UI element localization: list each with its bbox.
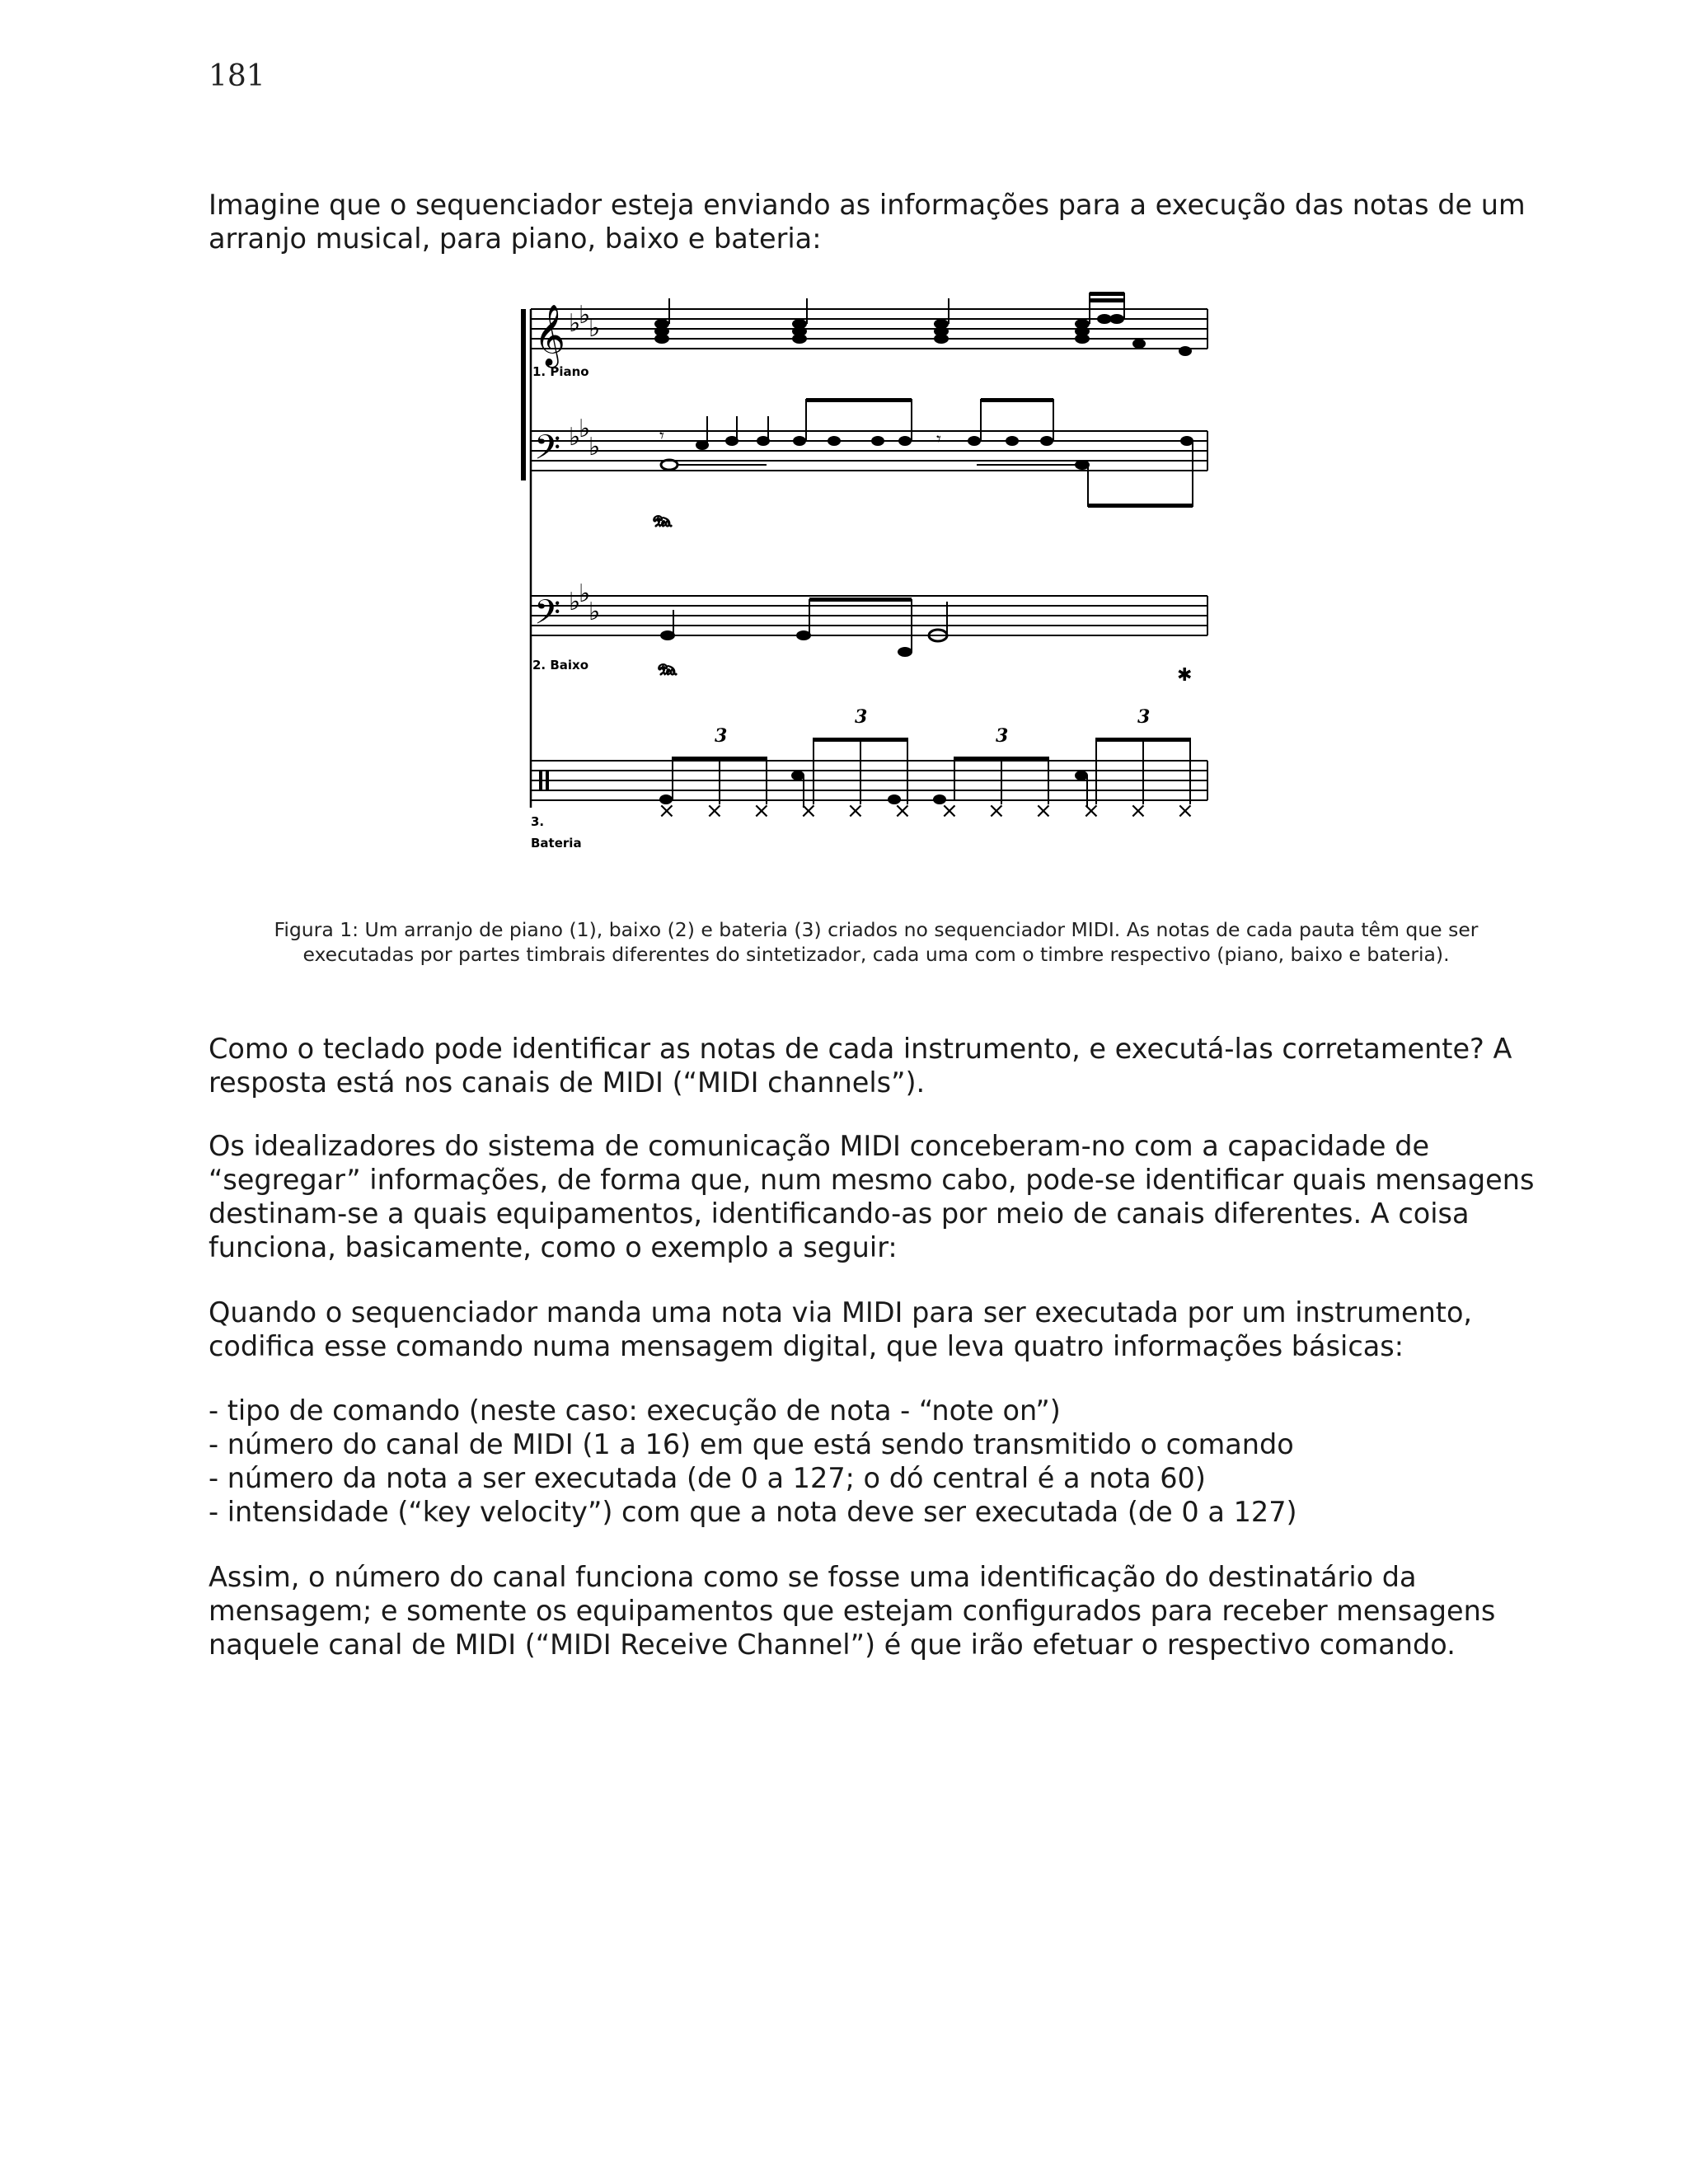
list-item: - número da nota a ser executada (de 0 a 127; o dó central é a nota 60) [209, 1462, 1206, 1494]
svg-text:3: 3 [1137, 706, 1151, 728]
drum-tuplet-group [659, 725, 767, 804]
bass-clef-icon: 𝄢 [534, 593, 561, 640]
intro-paragraph: Imagine que o sequenciador esteja enviando as informações para a execução das notas de um arranjo musical, para piano, baixo e bateria: [209, 189, 1526, 255]
flat-icon: ♭ [569, 588, 581, 616]
bass-staff [531, 579, 1207, 691]
svg-text:3: 3 [715, 725, 728, 747]
paragraph-midi-channels: Como o teclado pode identificar as notas de cada instrumento, e executá-las corretamente? A resposta está nos canais de MIDI (“MIDI channels”). [209, 1033, 1512, 1099]
bass-label: 2. Baixo [532, 658, 589, 673]
drum-tuplet-group [1075, 706, 1190, 808]
info-list [209, 1394, 1544, 1529]
list-item: - intensidade (“key velocity”) com que a nota deve ser executada (de 0 a 127) [209, 1496, 1297, 1528]
flat-icon: ♭ [588, 314, 601, 343]
flat-icon: ♭ [569, 309, 581, 338]
paragraph-conclusion: Assim, o número do canal funciona como se fosse uma identificação do destinatário da mensagem; e somente os equipamentos que estejam configurados para receber mensagens naquele canal de MIDI (“MIDI Receive Channel”) é que irão efetuar o respectivo comando. [209, 1561, 1496, 1661]
svg-text:×: × [658, 799, 676, 823]
flat-icon: ♭ [579, 415, 591, 443]
flat-icon: ♭ [579, 301, 591, 330]
drums-label: Bateria [531, 836, 582, 851]
piano-chord [654, 298, 669, 344]
flat-icon: ♭ [579, 579, 591, 608]
piano-chord [792, 298, 807, 344]
drums-number-label: 3. [531, 814, 545, 829]
piano-chord [934, 298, 949, 344]
flat-icon: ♭ [588, 433, 601, 462]
piano-chord-beamed [1075, 292, 1192, 356]
svg-text:×: × [1082, 799, 1100, 823]
svg-text:×: × [1129, 799, 1147, 823]
svg-text:×: × [706, 799, 724, 823]
pedal-icon: 𝆮 [658, 658, 678, 691]
drum-tuplet-group [933, 725, 1048, 804]
music-score-figure [519, 280, 1228, 857]
list-item: - tipo de comando (neste caso: execução de nota - “note on”) [209, 1394, 1061, 1427]
figure-caption: Figura 1: Um arranjo de piano (1), baixo (2) e bateria (3) criados no sequenciador MIDI. As notas de cada pauta têm que ser executadas por partes timbrais diferentes do sintetizador, cada uma com o timbre respectivo (piano, baixo e bateria). [274, 918, 1479, 966]
svg-text:×: × [940, 799, 959, 823]
pedal-release-icon: ✱ [1177, 665, 1193, 686]
svg-text:×: × [893, 799, 912, 823]
svg-text:×: × [753, 799, 771, 823]
svg-text:×: × [987, 799, 1006, 823]
flat-icon: ♭ [588, 598, 601, 626]
flat-icon: ♭ [569, 423, 581, 452]
paragraph-message: Quando o sequenciador manda uma nota via MIDI para ser executada por um instrumento, codifica esse comando numa mensagem digital, que leva quatro informações básicas: [209, 1296, 1473, 1362]
bass-clef-icon: 𝄢 [534, 428, 561, 476]
drum-tuplet-group [791, 706, 907, 808]
rest-icon: 𝄾 [659, 426, 664, 447]
percussion-clef-icon [539, 771, 542, 790]
piano-label: 1. Piano [532, 364, 589, 379]
drums-staff [531, 706, 1207, 851]
hihat-notes [658, 799, 1194, 823]
page-number: 181 [209, 59, 265, 93]
piano-treble-staff [531, 292, 1207, 379]
svg-text:3: 3 [996, 725, 1009, 747]
paragraph-segregation: Os idealizadores do sistema de comunicação MIDI conceberam-no com a capacidade de “segregar” informações, de forma que, num mesmo cabo, pode-se identificar quais mensagens destinam-se a quais equipamentos, identificando-as por meio de canais diferentes. A coisa funciona, basicamente, como o exemplo a seguir: [209, 1130, 1535, 1263]
svg-text:3: 3 [855, 706, 868, 728]
svg-text:×: × [1034, 799, 1053, 823]
list-item: - número do canal de MIDI (1 a 16) em que está sendo transmitido o comando [209, 1428, 1294, 1460]
rest-icon: 𝄾 [936, 429, 941, 450]
treble-clef-icon: 𝄞 [534, 305, 565, 366]
svg-text:×: × [846, 799, 865, 823]
pedal-icon: 𝆮 [653, 509, 673, 543]
svg-text:×: × [799, 799, 818, 823]
system-bracket [521, 309, 526, 480]
score-svg [519, 280, 1228, 857]
svg-text:×: × [1176, 799, 1194, 823]
piano-bass-staff [531, 398, 1207, 543]
